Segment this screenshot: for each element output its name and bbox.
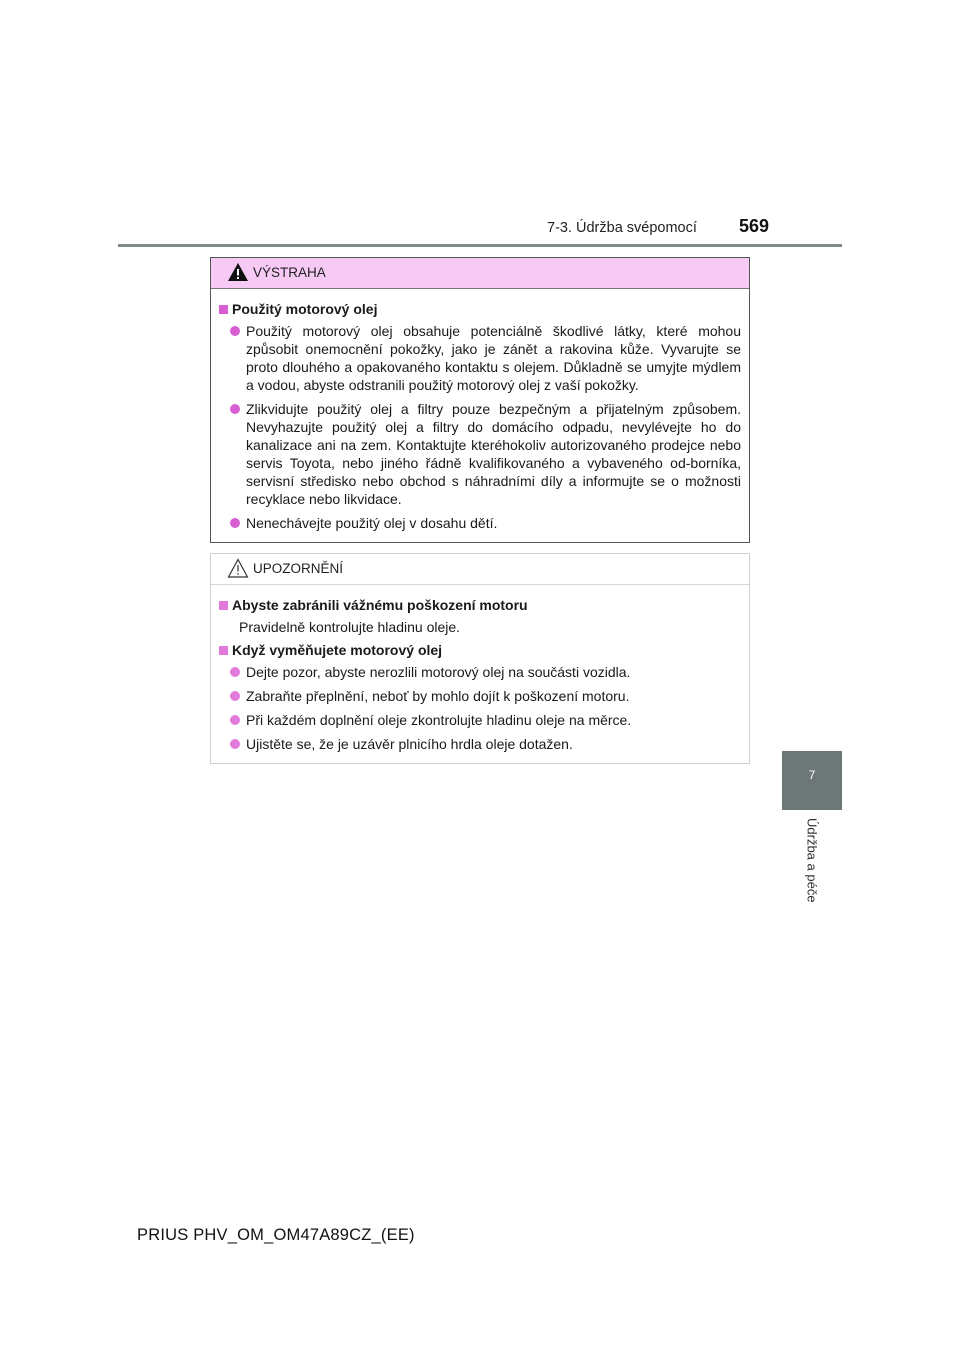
list-item-text: Ujistěte se, že je uzávěr plnicího hrdla oleje dotažen. — [246, 736, 573, 752]
caution-section2-title: Když vyměňujete motorový olej — [232, 642, 443, 658]
circle-bullet-icon — [230, 739, 240, 749]
list-item — [219, 400, 741, 508]
section-title: 7-3. Údržba svépomocí — [547, 220, 697, 236]
warning-triangle-icon — [227, 262, 249, 282]
header-divider — [118, 244, 842, 247]
caution-section1-text: Pravidelně kontrolujte hladinu oleje. — [239, 619, 461, 635]
warning-box — [210, 257, 750, 543]
document-id: PRIUS PHV_OM_OM47A89CZ_(EE) — [137, 1226, 415, 1244]
circle-bullet-icon — [230, 404, 240, 414]
list-item — [219, 735, 741, 753]
circle-bullet-icon — [230, 326, 240, 336]
chapter-number: 7 — [808, 768, 816, 782]
list-item-text: Dejte pozor, abyste nerozlili motorový olej na součásti vozidla. — [246, 664, 631, 680]
warning-header — [211, 258, 749, 289]
square-bullet-icon — [219, 646, 228, 655]
list-item — [219, 711, 741, 729]
square-bullet-icon — [219, 601, 228, 610]
caution-body — [211, 585, 749, 753]
list-item — [219, 663, 741, 681]
warning-title: VÝSTRAHA — [253, 265, 326, 280]
caution-header — [211, 554, 749, 585]
list-item — [219, 322, 741, 394]
list-item — [219, 514, 741, 532]
circle-bullet-icon — [230, 518, 240, 528]
circle-bullet-icon — [230, 667, 240, 677]
list-item-text: Zabraňte přeplnění, neboť by mohlo dojít k poškození motoru. — [246, 688, 630, 704]
square-bullet-icon — [219, 305, 228, 314]
warning-section-heading — [219, 301, 741, 317]
page-number: 569 — [739, 216, 770, 236]
caution-section-heading — [219, 642, 741, 658]
circle-bullet-icon — [230, 715, 240, 725]
list-item-text: Nenechávejte použitý olej v dosahu dětí. — [246, 515, 498, 531]
list-item-text: Použitý motorový olej obsahuje potenciálně škodlivé látky, které mohou způsobit onemocnění pokožky, jako je zánět a rakovina kůže. Vyvarujte se proto dlouhého a opakovaného kontaktu s olejem. Důkladně se umyjte mýdlem a vodou, abyste odstranili použitý motorový olej z vaší pokožky. — [246, 323, 741, 393]
warning-body — [211, 289, 749, 532]
list-item-text: Zlikvidujte použitý olej a filtry pouze bezpečným a přijatelným způsobem. Nevyhazujte použitý olej a filtry do domácího odpadu, nevylévejte ho do kanalizace ani na zem. Kontaktujte kteréhokoliv autorizovaného prodejce nebo servis Toyota, nebo jiného řádně kvalifikovaného a vybaveného od-borníka, servisní středisko nebo obchod s náhradními díly a informujte se o možnosti recyklace nebo likvidace. — [246, 401, 741, 507]
list-item-text: Při každém doplnění oleje zkontrolujte hladinu oleje na měrce. — [246, 712, 632, 728]
caution-title: UPOZORNĚNÍ — [253, 561, 344, 576]
list-item — [219, 687, 741, 705]
circle-bullet-icon — [230, 691, 240, 701]
caution-section1-title: Abyste zabránili vážnému poškození motoru — [232, 597, 528, 613]
warning-section-title: Použitý motorový olej — [232, 301, 378, 317]
caution-box — [210, 553, 750, 764]
caution-section-heading — [219, 597, 741, 613]
caution-triangle-icon — [227, 558, 249, 578]
chapter-label: Údržba a péče — [804, 818, 820, 903]
chapter-tab[interactable] — [782, 751, 842, 810]
